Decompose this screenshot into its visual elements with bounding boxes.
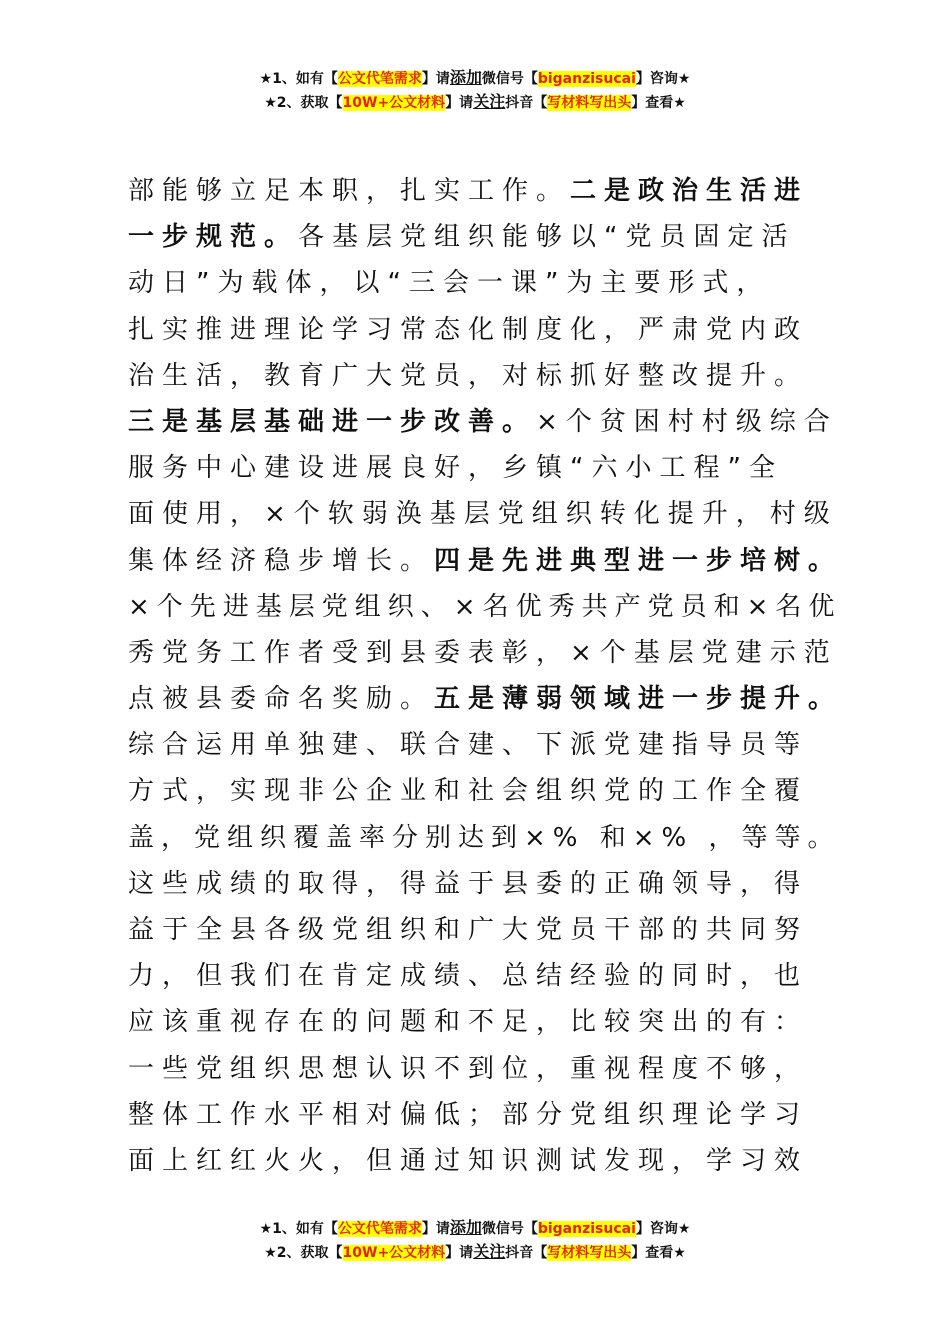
text-line: [128, 168, 848, 214]
banner-emphasis: 关注: [473, 1242, 506, 1261]
banner-emphasis: 添加: [449, 1218, 482, 1237]
banner-highlight: biganzisucai: [537, 1221, 636, 1237]
text-line: [128, 445, 848, 491]
text-line: [128, 399, 848, 445]
text-line: [128, 861, 848, 907]
paragraph-text: 面上红红火火，但通过知识测试发现，学习效: [128, 1145, 809, 1176]
text-line: [128, 353, 848, 399]
text-line: [128, 260, 848, 306]
banner-text: 】咨询★: [635, 71, 691, 87]
text-line: [128, 768, 848, 814]
banner-text: 抖音【: [505, 95, 548, 111]
paragraph-text: 一些党组织思想认识不到位，重视程度不够，: [128, 1053, 809, 1084]
paragraph-text: 应该重视存在的问题和不足，比较突出的有：: [128, 1007, 809, 1038]
paragraph-text: 治生活，教育广大党员，对标抓好整改提升。: [128, 360, 809, 391]
paragraph-text: 整体工作水平相对偏低；部分党组织理论学习: [128, 1099, 809, 1130]
text-line: [128, 630, 848, 676]
bold-heading-text: 一步规范。: [128, 222, 299, 253]
paragraph-text: 综合运用单独建、联合建、下派党建指导员等: [128, 730, 809, 761]
paragraph-text: 力，但我们在肯定成绩、总结经验的同时，也: [128, 961, 809, 992]
text-line: [128, 722, 848, 768]
text-line: [128, 953, 848, 999]
text-line: [128, 307, 848, 353]
banner-text: 】请: [445, 1245, 474, 1261]
bold-heading-text: 四是先进典型进一步培树。: [434, 545, 843, 576]
banner-text: 抖音【: [505, 1245, 548, 1261]
banner-line-1: [0, 1216, 950, 1240]
text-line: [128, 538, 848, 584]
paragraph-text: 集体经济稳步增长。: [128, 545, 435, 576]
banner-line-2: [0, 1240, 950, 1264]
banner-emphasis: 添加: [449, 68, 482, 87]
text-line: [128, 1092, 848, 1138]
header-banner: [0, 66, 950, 114]
bold-heading-text: 三是基层基础进一步改善。: [128, 406, 537, 437]
text-line: [128, 214, 848, 260]
text-line: [128, 491, 848, 537]
banner-text: ★2、获取【: [264, 1245, 343, 1261]
text-line: [128, 999, 848, 1045]
banner-highlight: 公文代笔需求: [337, 71, 422, 87]
banner-text: ★1、如有【: [259, 1221, 338, 1237]
banner-text: ★1、如有【: [259, 71, 338, 87]
paragraph-text: 盖，党组织覆盖率分别达到×% 和×% ，等等。: [128, 822, 841, 853]
text-line: [128, 676, 848, 722]
text-line: [128, 584, 848, 630]
banner-highlight: 写材料写出头: [547, 1245, 632, 1261]
banner-highlight: 10W+公文材料: [342, 1245, 446, 1261]
banner-emphasis: 关注: [473, 92, 506, 111]
paragraph-text: ×个贫困村村级综合: [536, 406, 838, 437]
banner-text: 】请: [421, 1221, 450, 1237]
paragraph-text: 益于全县各级党组织和广大党员干部的共同努: [128, 915, 809, 945]
bold-heading-text: 五是薄弱领域进一步提升。: [434, 684, 843, 715]
banner-text: 】查看★: [631, 95, 686, 111]
banner-text: 微信号【: [481, 1221, 538, 1237]
paragraph-text: ×个先进基层党组织、×名优秀共产党员和×名优: [128, 591, 842, 622]
banner-highlight: 写材料写出头: [547, 95, 632, 111]
banner-text: 】请: [421, 71, 450, 87]
text-line: [128, 1046, 848, 1092]
banner-text: 】咨询★: [635, 1221, 691, 1237]
banner-text: 】查看★: [631, 1245, 686, 1261]
paragraph-text: 秀党务工作者受到县委表彰，×个基层党建示范: [128, 637, 838, 668]
paragraph-text: 部能够立足本职，扎实工作。: [128, 176, 571, 206]
banner-text: 】请: [445, 95, 474, 111]
banner-highlight: 公文代笔需求: [337, 1221, 422, 1237]
banner-highlight: 10W+公文材料: [342, 95, 446, 111]
paragraph-text: 扎实推进理论学习常态化制度化，严肃党内政: [128, 314, 809, 345]
paragraph-text: 动日”为载体，以“三会一课”为主要形式，: [128, 268, 771, 299]
text-line: [128, 815, 848, 861]
banner-line-1: [0, 66, 950, 90]
banner-line-2: [0, 90, 950, 114]
paragraph-text: 各基层党组织能够以“党员固定活: [298, 222, 796, 253]
paragraph-text: 点被县委命名奖励。: [128, 684, 435, 715]
paragraph-text: 这些成绩的取得，得益于县委的正确领导，得: [128, 868, 809, 899]
paragraph-text: 服务中心建设进展良好，乡镇“六小工程”全: [128, 453, 783, 484]
paragraph-text: 方式，实现非公企业和社会组织党的工作全覆: [128, 776, 809, 807]
paragraph-text: 面使用，×个软弱涣基层党组织转化提升，村级: [128, 499, 838, 530]
footer-banner: [0, 1216, 950, 1264]
banner-text: 微信号【: [481, 71, 538, 87]
bold-heading-text: 二是政治生活进: [570, 176, 809, 206]
text-line: [128, 1138, 848, 1184]
body-text: [128, 168, 848, 1184]
text-line: [128, 907, 848, 953]
banner-highlight: biganzisucai: [537, 71, 636, 87]
banner-text: ★2、获取【: [264, 95, 343, 111]
